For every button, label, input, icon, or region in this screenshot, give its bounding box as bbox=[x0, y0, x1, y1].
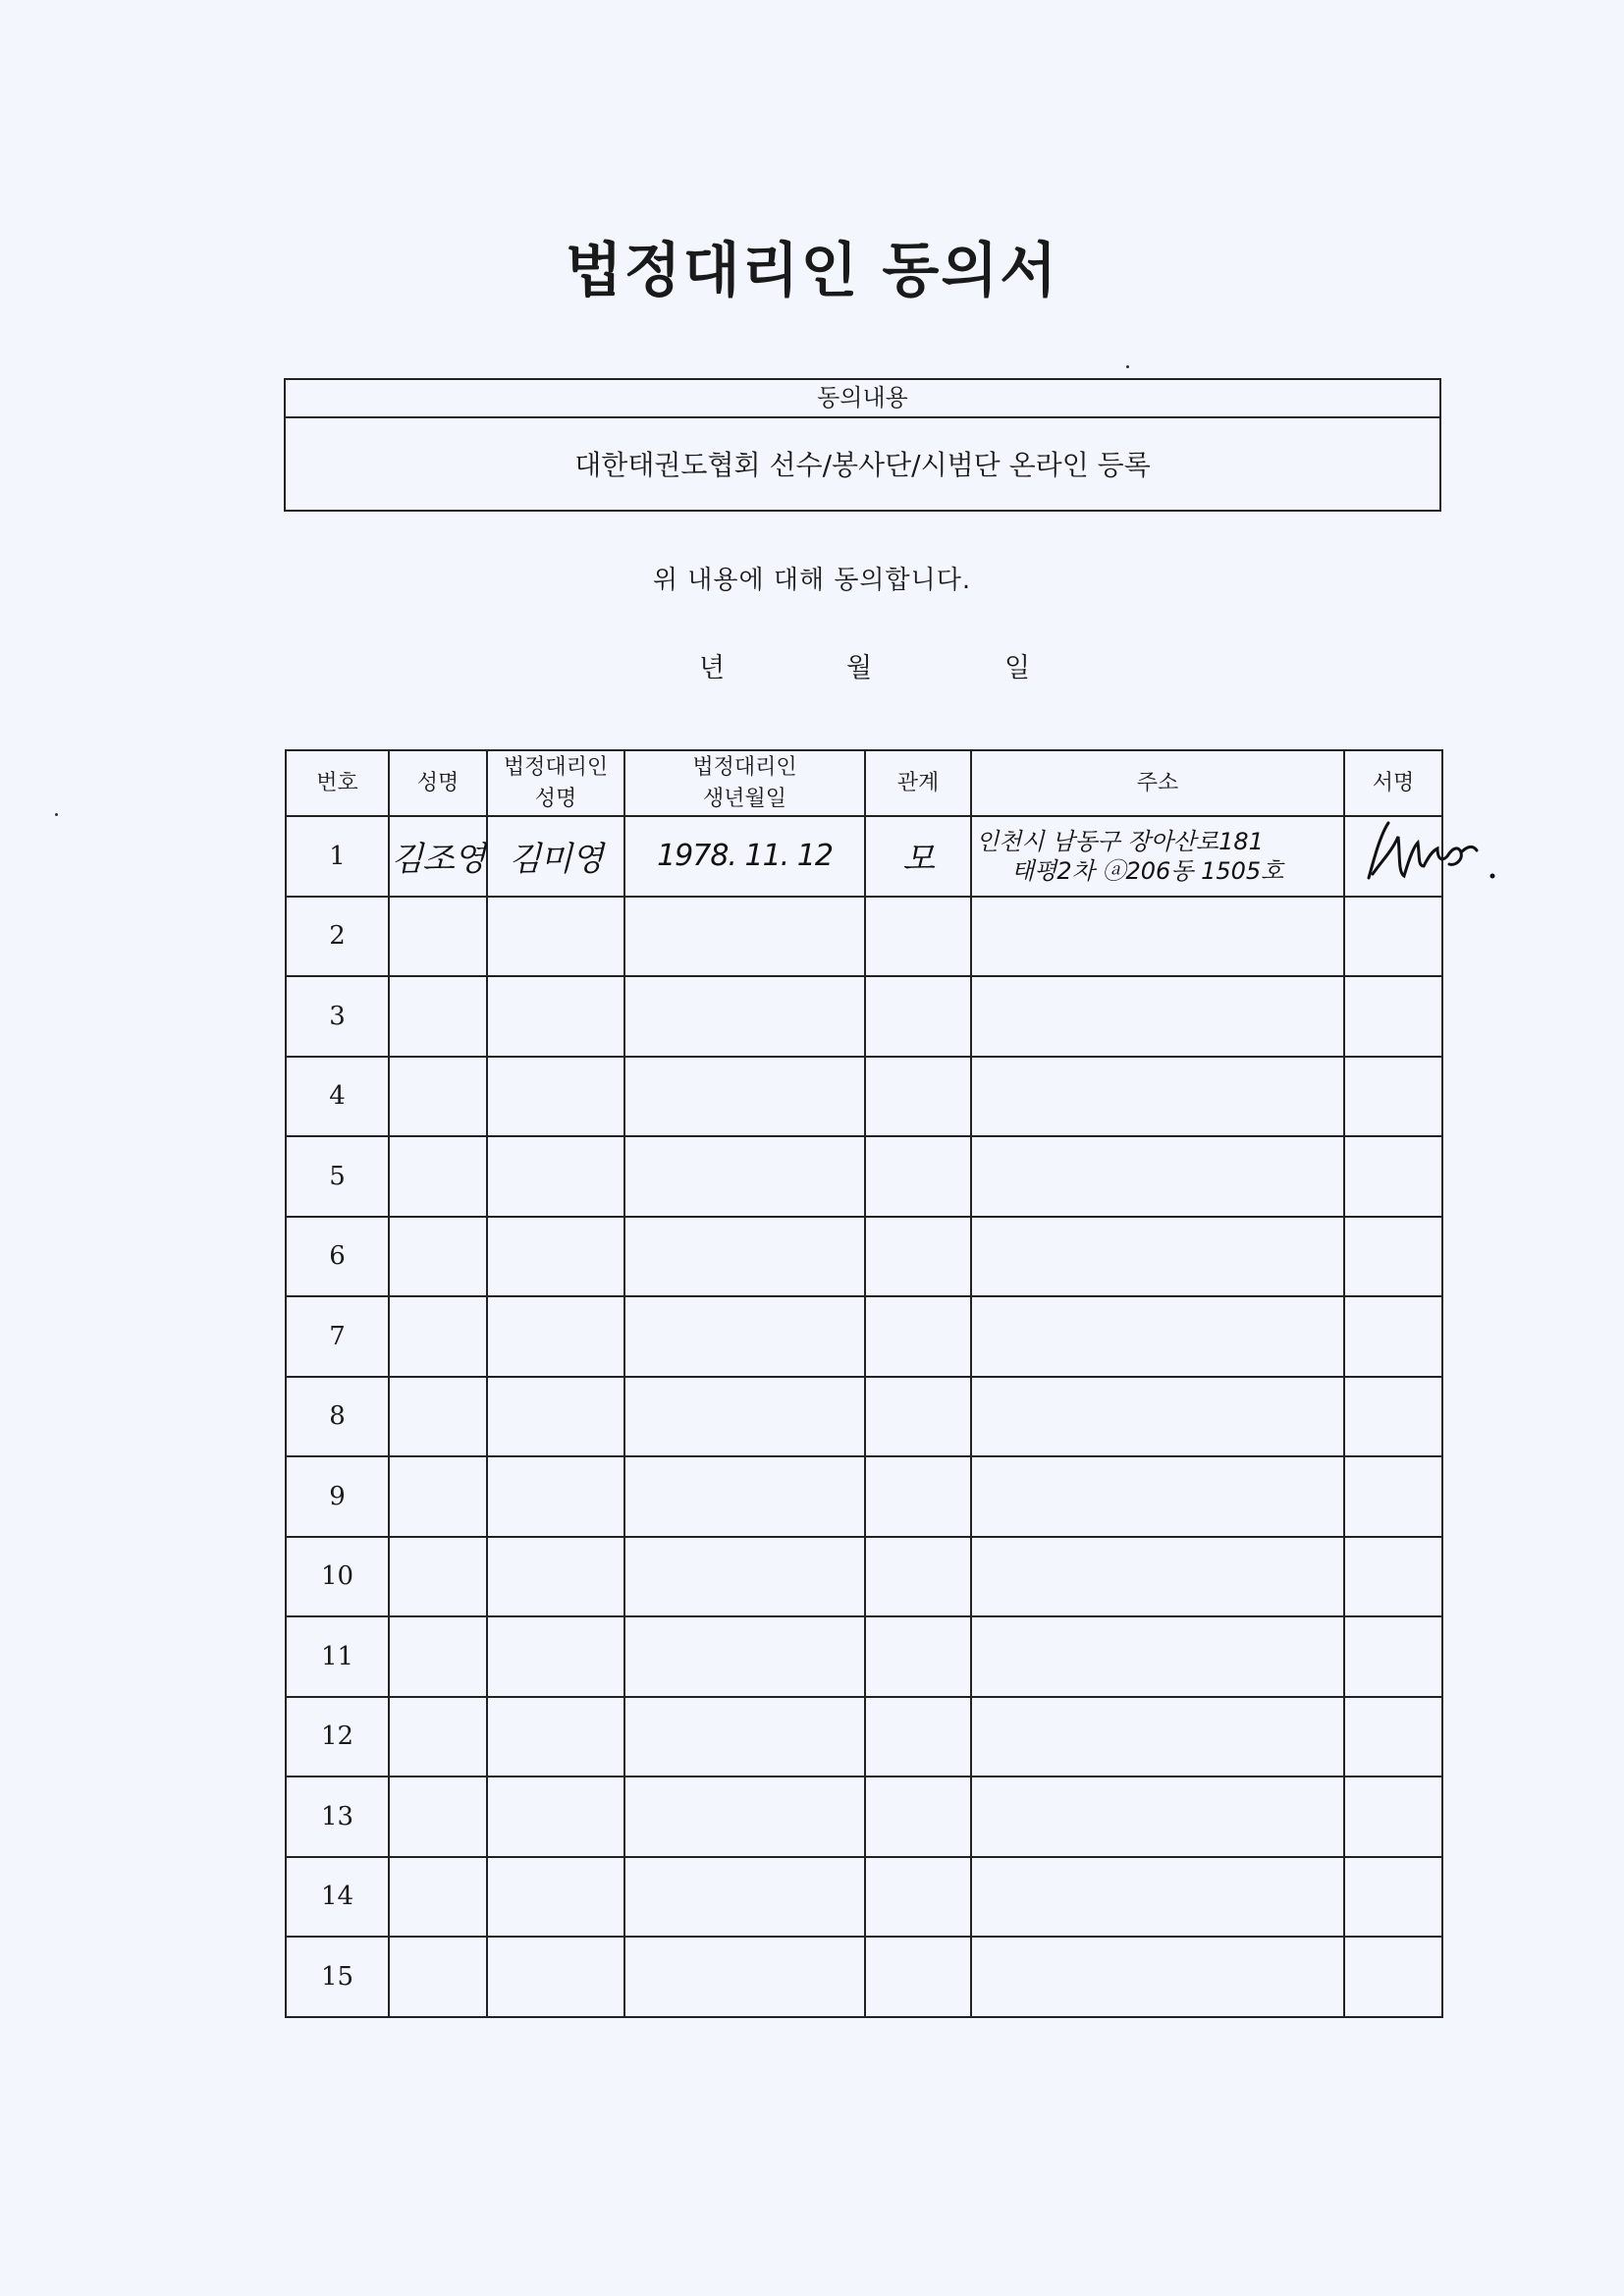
row-no: 13 bbox=[286, 1777, 389, 1857]
row-address-line2: 태평2차 ⓐ206동 1505호 bbox=[1011, 856, 1284, 885]
date-month-label: 월 bbox=[846, 653, 873, 683]
row-name-text: 김조영 bbox=[391, 840, 485, 880]
row-no: 1 bbox=[286, 816, 389, 897]
row-no: 15 bbox=[286, 1937, 389, 2017]
row-no: 12 bbox=[286, 1697, 389, 1777]
handwritten-signature bbox=[1359, 817, 1496, 898]
row-no: 8 bbox=[286, 1377, 389, 1457]
header-signature: 서명 bbox=[1344, 750, 1442, 816]
row-no: 14 bbox=[286, 1857, 389, 1938]
date-line bbox=[0, 646, 1624, 685]
table-row bbox=[286, 1697, 1442, 1777]
row-no: 11 bbox=[286, 1616, 389, 1697]
row-guardian-name-text: 김미영 bbox=[509, 840, 603, 880]
table-row bbox=[286, 1136, 1442, 1217]
row-no: 6 bbox=[286, 1217, 389, 1297]
table-row bbox=[286, 897, 1442, 977]
table-row bbox=[286, 976, 1442, 1057]
table-row bbox=[286, 1296, 1442, 1377]
table-row bbox=[286, 1937, 1442, 2017]
table-row bbox=[286, 1217, 1442, 1297]
header-address: 주소 bbox=[971, 750, 1344, 816]
row-guardian-birth bbox=[624, 816, 865, 897]
row-name bbox=[389, 816, 487, 897]
row-relation-text: 모 bbox=[902, 840, 934, 880]
row-signature bbox=[1344, 816, 1442, 897]
header-guardian-name-label: 법정대리인 성명 bbox=[503, 754, 609, 811]
scan-speck bbox=[55, 813, 58, 816]
header-guardian-birth bbox=[624, 750, 865, 816]
header-relation: 관계 bbox=[865, 750, 971, 816]
header-guardian-birth-label: 법정대리인 생년월일 bbox=[692, 754, 797, 811]
consent-box bbox=[284, 378, 1441, 512]
row-guardian-name bbox=[487, 816, 624, 897]
date-year-label: 년 bbox=[699, 653, 726, 683]
table-header-row bbox=[286, 750, 1442, 816]
scan-speck bbox=[1126, 365, 1129, 368]
table-row bbox=[286, 1616, 1442, 1697]
row-no: 2 bbox=[286, 897, 389, 977]
table-row bbox=[286, 1456, 1442, 1537]
row-no: 3 bbox=[286, 976, 389, 1057]
guardian-table bbox=[285, 749, 1443, 2018]
row-relation bbox=[865, 816, 971, 897]
date-day-label: 일 bbox=[1004, 653, 1031, 683]
consent-content: 대한태권도협회 선수/봉사단/시범단 온라인 등록 bbox=[574, 449, 1151, 481]
row-guardian-birth-text: 1978. 11. 12 bbox=[657, 839, 833, 874]
table-row bbox=[286, 1537, 1442, 1617]
row-no: 7 bbox=[286, 1296, 389, 1377]
consent-header: 동의내용 bbox=[286, 380, 1439, 418]
agreement-statement: 위 내용에 대해 동의합니다. bbox=[652, 566, 972, 595]
table-row bbox=[286, 816, 1442, 897]
table-row bbox=[286, 1377, 1442, 1457]
table-row bbox=[286, 1057, 1442, 1137]
row-no: 4 bbox=[286, 1057, 389, 1137]
page-title: 법정대리인 동의서 bbox=[565, 237, 1059, 305]
row-address bbox=[971, 816, 1344, 897]
row-no: 10 bbox=[286, 1537, 389, 1617]
row-no: 5 bbox=[286, 1136, 389, 1217]
row-no: 9 bbox=[286, 1456, 389, 1537]
row-address-line1: 인천시 남동구 장아산로181 bbox=[976, 827, 1264, 855]
header-guardian-name bbox=[487, 750, 624, 816]
header-name: 성명 bbox=[389, 750, 487, 816]
header-no: 번호 bbox=[286, 750, 389, 816]
table-row bbox=[286, 1857, 1442, 1938]
table-row bbox=[286, 1777, 1442, 1857]
